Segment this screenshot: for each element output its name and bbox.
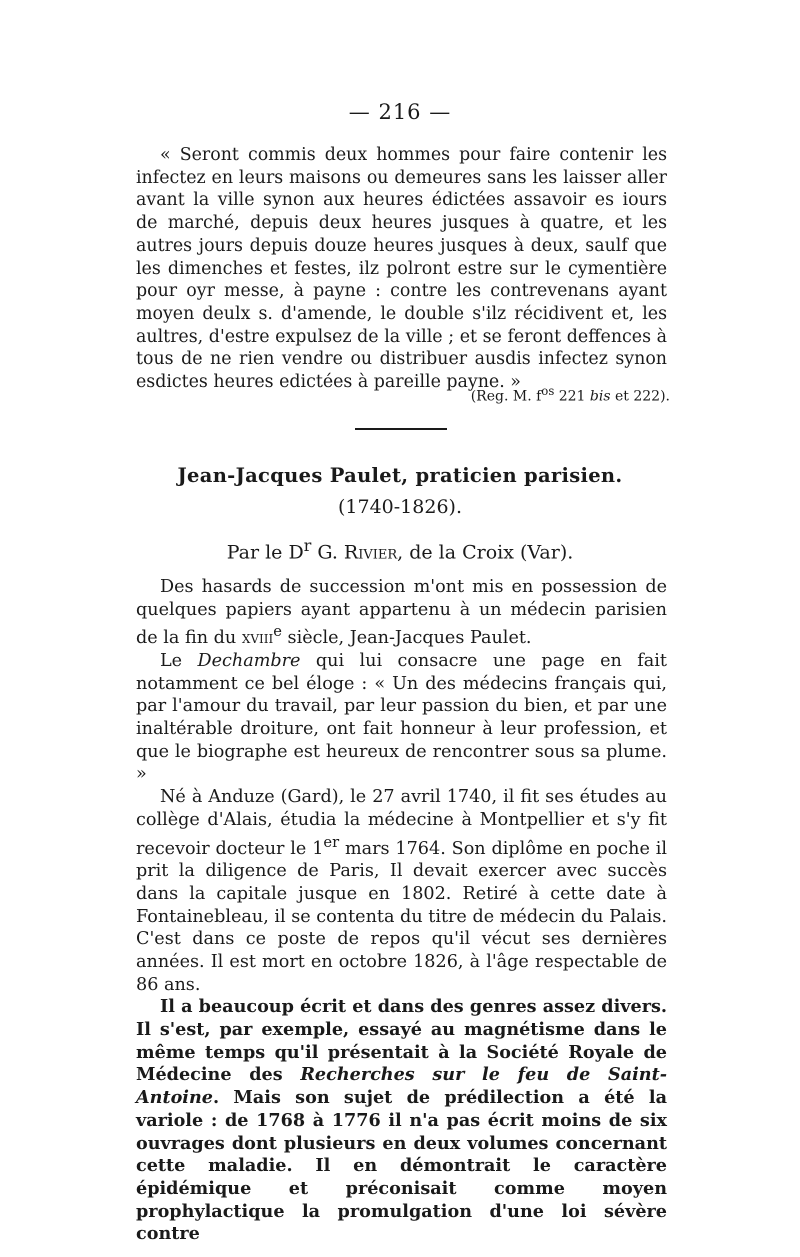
p4-text-a: Il a beaucoup écrit et dans des genres assez divers. Il s'est, par exemple, essayé au magnétisme dans le même temps qu'il présentait à la Société Royale de Médecine des: [136, 996, 667, 1086]
p1-text-a: Des hasards de succession m'ont mis en possession de quelques papiers ayant appartenu à un médecin parisien de la fin du: [136, 577, 667, 649]
citation-prefix: (Reg. M. f: [470, 388, 542, 405]
article-dates: (1740-1826).: [338, 496, 462, 518]
body-paragraph-3: [136, 786, 667, 996]
p1-text-b: siècle, Jean-Jacques Paulet.: [281, 628, 532, 649]
citation-mid: 221: [554, 388, 590, 405]
p4-italic: Recherches sur le feu de Saint-Antoine: [136, 1064, 667, 1109]
article-body: [136, 576, 667, 1246]
p2-text-a: Le: [160, 650, 198, 671]
section-divider: [355, 428, 447, 430]
body-paragraph-2: [136, 650, 667, 786]
p2-italic: Dechambre: [197, 650, 301, 671]
archival-quote: [136, 144, 667, 394]
article-title: Jean-Jacques Paulet, praticien parisien.: [177, 464, 623, 487]
citation-bis: bis: [589, 388, 611, 405]
p3-text-b: mars 1764. Son diplôme en poche il prit la diligence de Paris, Il devait exercer avec succès dans la capitale jusque en 1802. Retiré à cette date à Fontainebleau, il se contenta du titre de médecin du Palais. C'est dans ce poste de repos qu'il vécut ses dernières années. Il est mort en octobre 1826, à l'âge respectable de 86 ans.: [136, 838, 667, 995]
author-suffix: , de la Croix (Var).: [397, 541, 574, 564]
p1-century: xviii: [241, 628, 274, 649]
p3-text-a: Né à Anduze (Gard), le 27 avril 1740, il fit ses études au collège d'Alais, étudia la médecine à Montpellier et s'y fit recevoir docteur le 1: [136, 787, 667, 859]
p1-century-sup: e: [273, 623, 282, 641]
quote-paragraph: « Seront commis deux hommes pour faire contenir les infectez en leurs maisons ou demeures sans les laisser aller avant la ville synon aux heures édictées assavoir es iours de marché, depuis deux heures jusques à quatre, et les autres jours depuis douze heures jusques à deux, saulf que les dimenches et festes, ilz polront estre sur le cymentière pour oyr messe, à payne : contre les contrevenans ayant moyen deulx s. d'amende, le double s'ilz récidivent et, les aultres, d'estre expulsez de la ville ; et se feront deffences à tous de ne rien vendre ou distribuer ausdis infectez synon esdictes heures edictées à pareille payne. »: [136, 145, 667, 393]
page-number: — 216 —: [348, 100, 452, 124]
p2-text-b: qui lui consacre une page en fait notamment ce bel éloge : « Un des médecins français qui, par l'amour du travail, par leur passion du bien, et par une inaltérable droiture, ont fait honneur à leur profession, et que le biographe est heureux de rencontrer sous sa plume. »: [136, 650, 667, 785]
p3-sup: er: [323, 833, 340, 851]
author-initial: G.: [311, 541, 344, 564]
citation-folio-sup: os: [541, 384, 555, 398]
author-prefix: Par le D: [226, 541, 304, 564]
article-author: [0, 536, 800, 563]
quote-citation: [0, 384, 800, 405]
author-name: Rivier: [343, 541, 398, 564]
body-paragraph-1: [136, 576, 667, 650]
author-title-sup: r: [303, 536, 312, 555]
citation-suffix: et 222).: [610, 388, 670, 405]
p4-text-b: . Mais son sujet de prédilection a été la variole : de 1768 à 1776 il n'a pas écrit moins de six ouvrages dont plusieurs en deux volumes concernant cette maladie. Il en démontrait le caractère épidémique et préconisait comme moyen prophylactique la promulgation d'une loi sévère contre: [136, 1087, 667, 1245]
body-paragraph-4: [136, 996, 667, 1246]
